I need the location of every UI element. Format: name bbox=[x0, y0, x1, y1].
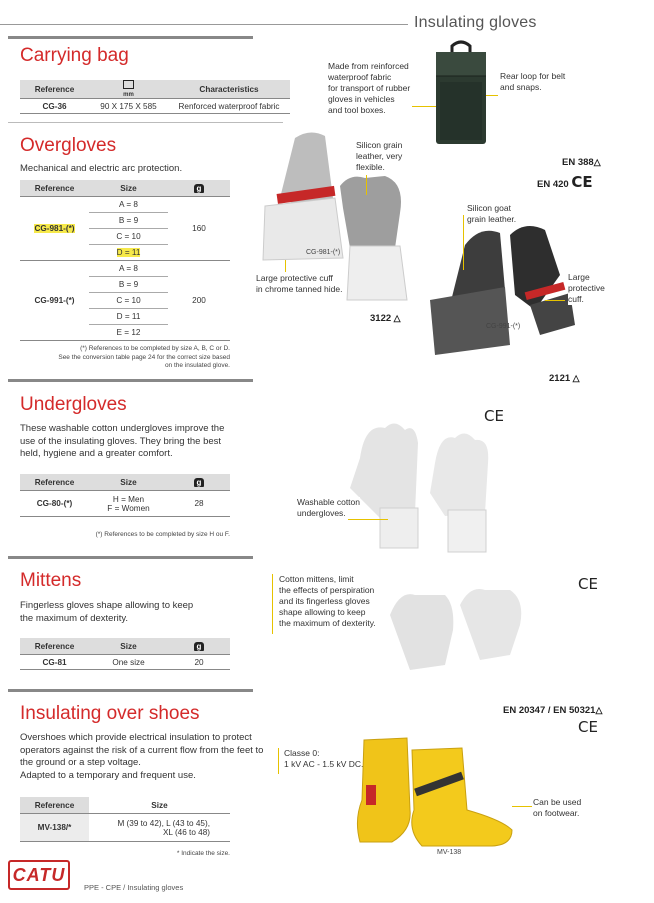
leader-line bbox=[285, 260, 286, 272]
caption-cuff: Large protective cuff in chrome tanned hide. bbox=[256, 273, 343, 294]
cert-2121: 2121 △ bbox=[549, 373, 580, 384]
ce-mark-icon: CE bbox=[484, 407, 504, 425]
overshoes-caption-foot: Can be used on footwear. bbox=[533, 797, 582, 818]
overgloves-note: (*) References to be completed by size A, B, C or D. See the conversion table page 24 for the correct size based on the insulated glove. bbox=[58, 345, 230, 369]
overshoes-table bbox=[20, 797, 230, 842]
overgloves-description: Mechanical and electric arc protection. bbox=[20, 163, 183, 174]
col-characteristics: Characteristics bbox=[168, 80, 290, 99]
ce-mark-icon: CE bbox=[571, 173, 593, 191]
cell-weight: 28 bbox=[194, 499, 204, 508]
cell-size: A = 8 bbox=[89, 197, 168, 213]
cell-size: E = 12 bbox=[89, 325, 168, 341]
header-rule bbox=[0, 24, 408, 25]
cell-size: D = 11 bbox=[89, 309, 168, 325]
undergloves-caption: Washable cotton undergloves. bbox=[297, 497, 360, 518]
footer-text: PPE - CPE / Insulating gloves bbox=[84, 883, 184, 892]
overshoes-caption-class: Classe 0: 1 kV AC - 1.5 kV DC. bbox=[284, 748, 364, 769]
cell-reference: CG-991-(*) bbox=[20, 261, 89, 341]
col-weight bbox=[168, 474, 230, 491]
hazard-triangle-icon: △ bbox=[595, 705, 603, 715]
cell-reference: CG-81 bbox=[42, 657, 67, 667]
caption-cuff2: Large protective cuff. bbox=[568, 272, 605, 304]
overshoes-note: * Indicate the size. bbox=[176, 850, 230, 857]
cell-weight: 200 bbox=[168, 261, 230, 341]
cell-reference: CG-80-(*) bbox=[36, 499, 73, 508]
section-title-carrying-bag: Carrying bag bbox=[20, 45, 129, 66]
cell-dimensions: 90 X 175 X 585 bbox=[100, 101, 157, 111]
leader-line bbox=[366, 175, 367, 195]
cell-reference: CG-981-(*) bbox=[20, 197, 89, 261]
cell-characteristics: Renforced waterproof fabric bbox=[178, 101, 280, 111]
ce-mark-icon: CE bbox=[578, 718, 598, 736]
weight-icon: g bbox=[194, 642, 205, 651]
mittens-description: Fingerless gloves shape allowing to keep the maximum of dexterity. bbox=[20, 600, 194, 624]
cell-reference: CG-36 bbox=[42, 101, 67, 111]
label-mv138: MV-138 bbox=[437, 849, 462, 856]
section-title-mittens: Mittens bbox=[20, 570, 82, 591]
col-weight bbox=[168, 638, 230, 655]
cert-3122: 3122 △ bbox=[370, 313, 401, 324]
leader-line bbox=[278, 748, 279, 774]
caption-goat: Silicon goat grain leather. bbox=[467, 203, 517, 224]
weight-icon: g bbox=[194, 184, 205, 193]
leader-line bbox=[512, 806, 532, 807]
ce-mark-icon: CE bbox=[578, 575, 598, 593]
cell-size: C = 10 bbox=[89, 229, 168, 245]
col-reference: Reference bbox=[20, 180, 89, 197]
mittens-caption: Cotton mittens, limit the effects of perspiration and its fingerless gloves shape allowing to keep the maximum of dexterity. bbox=[279, 574, 376, 628]
cert-en420: EN 420 CE bbox=[537, 173, 593, 191]
bag-caption-loop: Rear loop for belt and snaps. bbox=[500, 71, 566, 92]
hazard-triangle-icon: △ bbox=[593, 157, 601, 167]
overgloves-table bbox=[20, 180, 230, 341]
col-reference: Reference bbox=[20, 474, 89, 491]
mittens-table bbox=[20, 638, 230, 670]
cell-size: H = Men F = Women bbox=[107, 494, 150, 513]
undergloves-image bbox=[340, 418, 525, 553]
cell-size: B = 9 bbox=[89, 277, 168, 293]
leader-line bbox=[348, 519, 388, 520]
bag-caption: Made from reinforced waterproof fabric for transport of rubber gloves in vehicles and tool boxes. bbox=[328, 61, 411, 115]
section-rule bbox=[8, 36, 253, 39]
label-cg991: CG-991-(*) bbox=[486, 323, 521, 330]
section-rule bbox=[8, 122, 283, 123]
col-reference: Reference bbox=[20, 797, 89, 814]
mittens-image bbox=[385, 585, 535, 675]
cert-en388: EN 388△ bbox=[562, 157, 601, 168]
section-rule bbox=[8, 689, 253, 692]
cell-size: One size bbox=[112, 657, 145, 667]
section-title-overgloves: Overgloves bbox=[20, 135, 117, 156]
cert-en20347: EN 20347 / EN 50321△ bbox=[503, 705, 603, 716]
overshoes-image bbox=[352, 730, 532, 852]
cell-size: B = 9 bbox=[89, 213, 168, 229]
cell-size: A = 8 bbox=[89, 261, 168, 277]
col-reference: Reference bbox=[20, 80, 89, 99]
col-size: Size bbox=[89, 797, 230, 814]
leader-line bbox=[545, 300, 565, 301]
section-rule bbox=[8, 379, 253, 382]
col-weight bbox=[168, 180, 230, 197]
cell-weight: 160 bbox=[168, 197, 230, 261]
hazard-triangle-icon: △ bbox=[391, 313, 401, 323]
leader-line bbox=[463, 215, 464, 270]
undergloves-description: These washable cotton undergloves improve the use of the insulating gloves. They bring the best held, hygiene and a greater comfort. bbox=[20, 423, 225, 459]
leader-line bbox=[272, 574, 273, 634]
undergloves-note: (*) References to be completed by size H ou F. bbox=[95, 531, 230, 538]
caption-grain: Silicon grain leather, very flexible. bbox=[356, 140, 403, 172]
col-reference: Reference bbox=[20, 638, 89, 655]
cell-size: C = 10 bbox=[89, 293, 168, 309]
section-title-undergloves: Undergloves bbox=[20, 394, 127, 415]
hazard-triangle-icon: △ bbox=[570, 373, 580, 383]
undergloves-table bbox=[20, 474, 230, 517]
dimension-icon bbox=[123, 80, 134, 89]
cell-reference: MV-138/* bbox=[20, 814, 89, 842]
catu-logo: CATU bbox=[8, 860, 70, 890]
section-title-overshoes: Insulating over shoes bbox=[20, 703, 200, 724]
cell-size: M (39 to 42), L (43 to 45), XL (46 to 48) bbox=[117, 818, 210, 837]
weight-icon: g bbox=[194, 478, 205, 487]
overshoes-description: Overshoes which provide electrical insulation to protect operators against the risk of a current flow from the feet to the ground or a step voltage. Adapted to a temporary and frequent use. bbox=[20, 732, 264, 781]
carrying-bag-table bbox=[20, 80, 290, 114]
col-size: Size bbox=[89, 180, 168, 197]
carrying-bag-image bbox=[430, 38, 492, 148]
label-cg981: CG-981-(*) bbox=[306, 249, 341, 256]
col-size: Size bbox=[89, 638, 168, 655]
col-dimensions: mm bbox=[89, 80, 168, 99]
section-rule bbox=[8, 556, 253, 559]
cell-size: D = 11 bbox=[89, 245, 168, 261]
col-size: Size bbox=[89, 474, 168, 491]
cell-weight: 20 bbox=[194, 657, 204, 667]
page-title: Insulating gloves bbox=[414, 14, 537, 31]
